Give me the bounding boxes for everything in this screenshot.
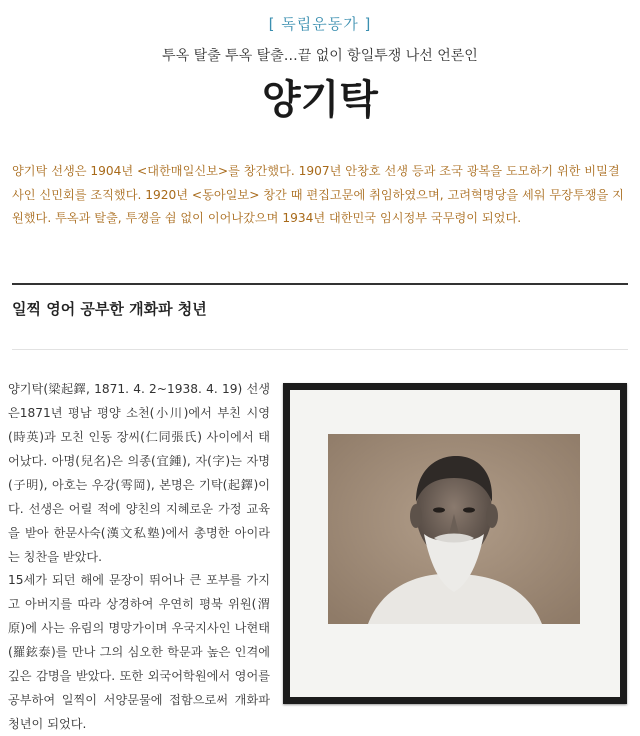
portrait-frame bbox=[283, 383, 627, 704]
article-subtitle: 투옥 탈출 투옥 탈출…끝 없이 항일투쟁 나선 언론인 bbox=[162, 48, 478, 64]
article-title: 양기탁 bbox=[262, 76, 378, 123]
section-heading: 일찍 영어 공부한 개화파 청년 bbox=[12, 300, 207, 318]
body-paragraph-1: 양기탁(梁起鐸, 1871. 4. 2~1938. 4. 19) 선생은1871년 평남 평양 소천(小川)에서 부친 시영(時英)과 모친 인동 장씨(仁同張氏) 사이에서 태어났다. 아명(兒名)은 의종(宜鍾), 자(字)는 자명(子明), 아호는 우강(雩岡), 본명은 기탁(起鐸)이다. 선생은 어릴 적에 양친의 지혜로운 가정 교육을 받아 한문사숙(漢文私塾)에서 총명한 아이라는 칭찬을 받았다. bbox=[8, 382, 270, 564]
article-intro: 양기탁 선생은 1904년 <대한매일신보>를 창간했다. 1907년 안창호 선생 등과 조국 광복을 도모하기 위한 비밀결사인 신민회를 조직했다. 1920년 <동아일보> 창간 때 편집고문에 취임하였으며, 고려혁명당을 세워 무장투쟁을 지원했다. 투옥과 탈출, 투쟁을 쉼 없이 이어나갔으며 1934년 대한민국 임시정부 국무령이 되었다. bbox=[12, 164, 624, 225]
section-divider bbox=[12, 283, 628, 285]
portrait-mat bbox=[290, 390, 620, 697]
category-label: [ 독립운동가 ] bbox=[268, 15, 372, 33]
section-underline bbox=[12, 349, 628, 350]
portrait-illustration bbox=[328, 434, 580, 624]
body-paragraph-2: 15세가 되던 해에 문장이 뛰어나 큰 포부를 가지고 아버지를 따라 상경하여 우연히 평북 위원(渭原)에 사는 유림의 명망가이며 우국지사인 나현태(羅鉉泰)를 만나 그의 심오한 학문과 높은 인격에 깊은 감명을 받았다. 또한 외국어학원에서 영어를 공부하여 일찍이 서양문물에 접함으로써 개화파 청년이 되었다. bbox=[8, 573, 270, 731]
portrait-photo bbox=[328, 434, 580, 624]
